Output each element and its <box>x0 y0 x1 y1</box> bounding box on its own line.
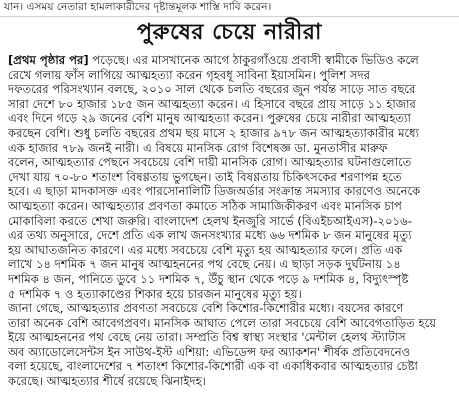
article-line: সারা দেশে ৮০ হাজার ১৮৫ জন আত্মহত্যা করেন। এ হিসাবে বছরে প্রায় সাড়ে ১১ হাজার <box>8 96 416 111</box>
article-line: দশমিক ৪ জন, পানিতে ডুবে ১১ দশমিক ৭, উঁচু স্থান থেকে পড়ে ৯ দশমিক ৪, বিদ্যুৎস্পৃষ্ট <box>8 271 409 286</box>
article-line: ইয়ে আত্মহননের পথ বেছে নেয় তারা। সম্প্রতি বিশ্ব স্বাস্থ্য সংস্থার 'মেন্টাল হেলথ স্ট্যাটাস <box>8 330 406 345</box>
article-line: রেখে গলায় ফাঁস লাগিয়ে আত্মহত্যা করেন গৃহবধূ সাবিনা ইয়াসমিন। পুলিশ সদর <box>8 67 371 82</box>
article-line: এর তথ্য অনুসারে, দেশে প্রতি এক লাখ জনসংখ্যার মধ্যে ৬৬ দশমিক ৮ জন মানুষের মৃত্যু <box>8 228 412 243</box>
article-line: এক হাজার ৭৮৯ জনই নারী। এ বিষয়ে মানসিক রোগ বিশেষজ্ঞ ডা. মুনতাসীর মারুফ <box>8 140 388 155</box>
article-line: অব অ্যাডোলেসেন্টস ইন সাউথ-ইস্ট এশিয়া: এভিডেন্স ফর অ্যাকশন' শীর্ষক প্রতিবেদনেও <box>8 344 411 359</box>
article-line: মোকাবিলা করতে শেখা জরুরি। বাংলাদেশ হেলথ ইনজুরি সার্ভে (বিএইচআইএস)-২০১৬- <box>8 213 412 228</box>
article-line: হবে। এ ছাড়া মাদকাসক্ত এবং পারসোনালিটি ডিজঅর্ডার সংক্রান্ত সমস্যার কারণেও অনেকে <box>8 184 421 199</box>
article-line: জানা গেছে, আত্মহত্যার প্রবণতা সবচেয়ে বেশি কিশোর-কিশোরীর মধ্যে। বয়সের কারণে <box>8 301 404 316</box>
article-line: বলেন, আত্মহত্যার পেছনে সবচেয়ে বেশি দায়ী মানসিক রোগ। আত্মহত্যার ঘটনাগুলোতে <box>8 155 412 170</box>
continued-label: [প্রথম পৃষ্ঠার পর] <box>8 53 89 67</box>
article-line <box>8 53 454 68</box>
article-line: ৫ দশমিক ৭ ও হত্যাকাণ্ডের শিকার হয়ে চারজন মানুষের মৃত্যু হয়। <box>8 286 302 301</box>
article-line: আত্মহত্যা করেন। আত্মহত্যার প্রবণতা কমাতে সঠিক সামাজিকীকরণ এবং মানসিক চাপ <box>8 198 402 213</box>
article-line: বলা হয়েছে, বাংলাদেশের ৭ শতাংশ কিশোর-কিশোরী এক বা একাধিকবার আত্মহত্যার চেষ্টা <box>8 359 418 374</box>
article-line: দেখা যায় ৭০-৮০ শতাংশ বিষণ্ণতায় ভুগছেন। তাই বিষণ্ণতায় চিকিৎসকের শরণাপন্ন হতে <box>8 169 402 184</box>
article-line: হয় আঘাতজনিত কারণে। এর মধ্যে সবচেয়ে বেশি মৃত্যু হয় আত্মহত্যার ফলে। প্রতি এক <box>8 242 403 257</box>
article-line: দফতরের পরিসংখ্যান বলছে, ২০১০ সাল থেকে চলতি বছরের জুন পর্যন্ত সাড়ে সাত বছরে <box>8 82 416 97</box>
article-line: করেছে। আত্মহত্যার শীর্ষে রয়েছে ঝিনাইদহ। <box>8 374 206 389</box>
article-line: তারা অনেক বেশি আবেগপ্রবণ। মানসিক আঘাত পেলে তারা সবচেয়ে বেশি আবেগতাড়িত হয়ে <box>8 315 437 330</box>
previous-article-tail: যান। এসময় নেতারা হামলাকারীদের দৃষ্টান্তমূলক শাস্তি দাবি করেন। <box>0 0 459 17</box>
headline: পুরুষের চেয়ে নারীরা <box>137 20 322 45</box>
article-line: লাখে ১৪ দশমিক ৭ জন মানুষ আত্মহননের পথ বেছে নেয়। এ ছাড়া সড়ক দুর্ঘটনায় ১৪ <box>8 257 401 272</box>
article-line-text: পড়েছে। এর মাসখানেক আগে ঠাকুরগাঁওয়ে প্রবাসী স্বামীকে ভিডিও কলে <box>88 53 419 67</box>
article-body <box>8 53 454 419</box>
article-line: করছেন বেশি। শুধু চলতি বছরের প্রথম ছয় মাসে ২ হাজার ৯৭৮ জন আত্মহত্যাকারীর মধ্যে <box>8 125 420 140</box>
article-line: এবং দিনে গড়ে ২৯ জনের বেশি মানুষ আত্মহত্যা করেন। পুরুষের চেয়ে নারীরা আত্মহত্যা <box>8 111 411 126</box>
article-paragraph <box>8 53 454 389</box>
